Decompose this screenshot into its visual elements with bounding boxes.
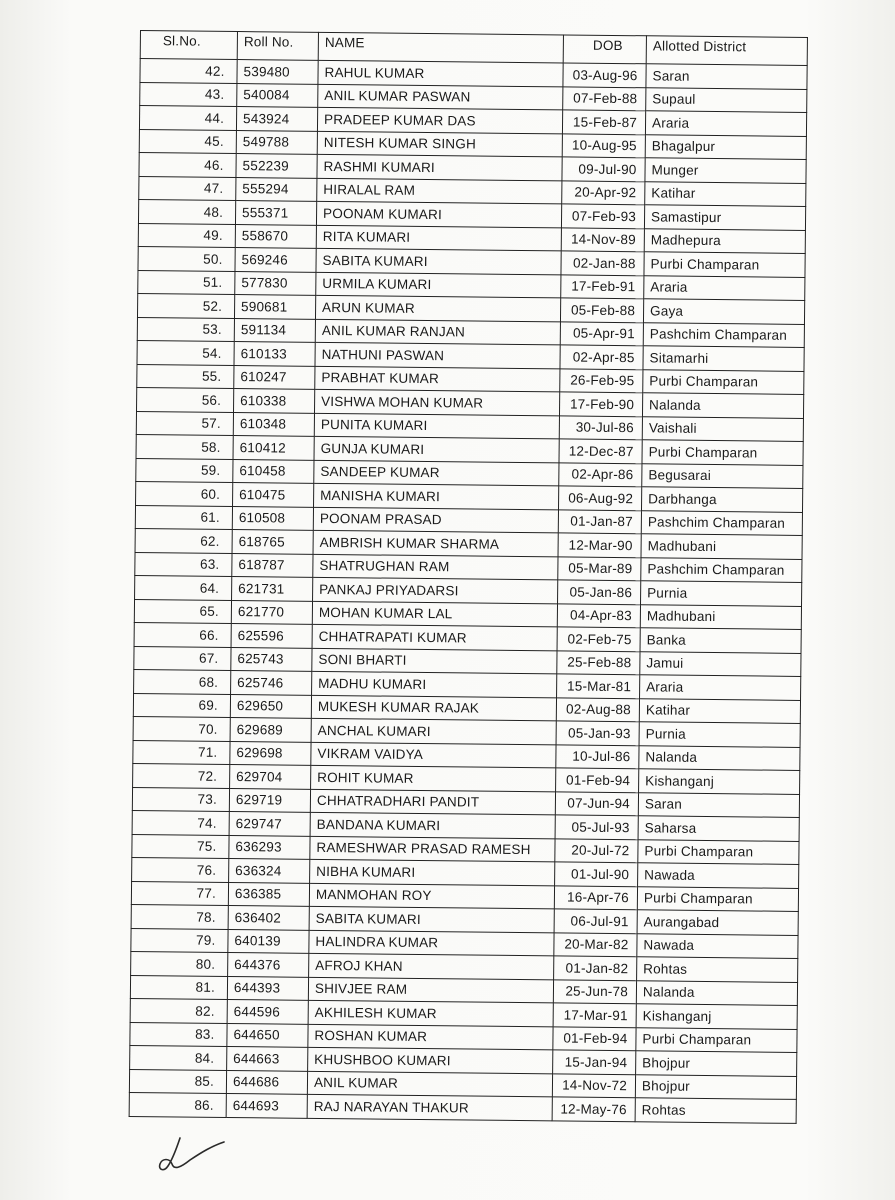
cell-district: Nawada <box>638 863 799 888</box>
cell-name: ANCHAL KUMARI <box>311 718 556 744</box>
cell-sl-no: 54. <box>137 340 234 365</box>
cell-district: Rohtas <box>637 957 798 982</box>
cell-roll-no: 629747 <box>229 811 310 835</box>
cell-name: MOHAN KUMAR LAL <box>312 601 557 627</box>
cell-sl-no: 47. <box>139 176 236 201</box>
cell-district: Purnia <box>639 722 800 747</box>
cell-district: Saran <box>646 64 807 89</box>
cell-name: URMILA KUMARI <box>316 272 561 298</box>
cell-sl-no: 80. <box>131 951 228 976</box>
cell-dob: 20-Jul-72 <box>555 838 638 862</box>
cell-sl-no: 65. <box>134 599 231 624</box>
cell-roll-no: 610508 <box>232 506 313 530</box>
cell-roll-no: 621770 <box>231 600 312 624</box>
cell-roll-no: 610247 <box>234 365 315 389</box>
cell-district: Katihar <box>645 181 806 206</box>
cell-name: CHHATRADHARI PANDIT <box>310 789 555 815</box>
cell-dob: 10-Jul-86 <box>556 744 639 768</box>
cell-name: MUKESH KUMAR RAJAK <box>311 695 556 721</box>
cell-district: Purbi Champaran <box>642 440 803 465</box>
cell-dob: 05-Apr-91 <box>560 321 643 345</box>
cell-name: ANIL KUMAR PASWAN <box>318 84 563 110</box>
cell-dob: 15-Mar-81 <box>557 674 640 698</box>
cell-sl-no: 79. <box>131 928 228 953</box>
cell-roll-no: 644596 <box>227 999 308 1023</box>
cell-roll-no: 629650 <box>230 694 311 718</box>
cell-name: KHUSHBOO KUMARI <box>308 1047 553 1073</box>
cell-dob: 05-Jul-93 <box>555 815 638 839</box>
cell-district: Purbi Champaran <box>637 886 798 911</box>
cell-name: PRABHAT KUMAR <box>315 366 560 392</box>
cell-dob: 14-Nov-89 <box>561 227 644 251</box>
cell-roll-no: 644686 <box>226 1070 307 1094</box>
header-sl-no: Sl.No. <box>140 31 237 60</box>
cell-dob: 04-Apr-83 <box>557 603 640 627</box>
cell-dob: 30-Jul-86 <box>559 415 642 439</box>
cell-name: VISHWA MOHAN KUMAR <box>315 389 560 415</box>
cell-district: Munger <box>645 158 806 183</box>
cell-sl-no: 77. <box>131 881 228 906</box>
cell-district: Nalanda <box>636 980 797 1005</box>
cell-dob: 02-Jan-88 <box>561 251 644 275</box>
cell-sl-no: 56. <box>137 387 234 412</box>
cell-name: RAMESHWAR PRASAD RAMESH <box>310 836 555 862</box>
cell-name: AFROJ KHAN <box>309 953 554 979</box>
cell-name: NITESH KUMAR SINGH <box>317 131 562 157</box>
cell-roll-no: 625746 <box>231 670 312 694</box>
cell-roll-no: 644693 <box>226 1093 307 1117</box>
cell-roll-no: 610475 <box>233 482 314 506</box>
cell-district: Madhepura <box>644 228 805 253</box>
cell-sl-no: 66. <box>134 622 231 647</box>
cell-dob: 12-Mar-90 <box>558 533 641 557</box>
cell-sl-no: 76. <box>132 857 229 882</box>
cell-district: Kishanganj <box>636 1004 797 1029</box>
cell-dob: 26-Feb-95 <box>560 368 643 392</box>
cell-roll-no: 629719 <box>229 788 310 812</box>
cell-roll-no: 552239 <box>236 154 317 178</box>
cell-sl-no: 64. <box>135 575 232 600</box>
cell-sl-no: 68. <box>134 669 231 694</box>
cell-roll-no: 644650 <box>227 1023 308 1047</box>
cell-roll-no: 555294 <box>236 177 317 201</box>
cell-dob: 07-Feb-93 <box>561 204 644 228</box>
cell-dob: 01-Jan-82 <box>554 956 637 980</box>
cell-name: RASHMI KUMARI <box>317 154 562 180</box>
cell-name: RAJ NARAYAN THAKUR <box>307 1094 552 1120</box>
cell-district: Gaya <box>643 299 804 324</box>
cell-sl-no: 58. <box>136 434 233 459</box>
cell-name: SHATRUGHAN RAM <box>313 554 558 580</box>
cell-sl-no: 75. <box>132 834 229 859</box>
cell-dob: 03-Aug-96 <box>563 63 646 87</box>
cell-sl-no: 82. <box>130 998 227 1023</box>
cell-roll-no: 549788 <box>236 130 317 154</box>
cell-roll-no: 610133 <box>234 342 315 366</box>
cell-district: Bhojpur <box>636 1051 797 1076</box>
cell-roll-no: 636324 <box>229 858 310 882</box>
cell-roll-no: 543924 <box>236 107 317 131</box>
cell-dob: 12-May-76 <box>552 1097 635 1121</box>
cell-roll-no: 629698 <box>230 741 311 765</box>
cell-name: PANKAJ PRIYADARSI <box>313 577 558 603</box>
cell-roll-no: 540084 <box>237 83 318 107</box>
cell-roll-no: 610348 <box>233 412 314 436</box>
cell-district: Purbi Champaran <box>636 1027 797 1052</box>
cell-sl-no: 53. <box>137 317 234 342</box>
cell-district: Madhubani <box>641 534 802 559</box>
cell-name: SONI BHARTI <box>312 648 557 674</box>
cell-name: HALINDRA KUMAR <box>309 930 554 956</box>
cell-district: Supaul <box>646 87 807 112</box>
cell-district: Pashchim Champaran <box>641 510 802 535</box>
cell-sl-no: 51. <box>138 270 235 295</box>
header-district: Allotted District <box>646 36 807 66</box>
cell-district: Darbhanga <box>641 487 802 512</box>
header-dob: DOB <box>563 35 646 64</box>
cell-name: ROSHAN KUMAR <box>308 1024 553 1050</box>
allotment-table <box>129 30 808 1123</box>
cell-roll-no: 610412 <box>233 435 314 459</box>
cell-dob: 01-Feb-94 <box>553 1026 636 1050</box>
cell-roll-no: 625596 <box>231 623 312 647</box>
cell-district: Samastipur <box>644 205 805 230</box>
cell-name: RITA KUMARI <box>316 225 561 251</box>
cell-roll-no: 610338 <box>234 389 315 413</box>
cell-sl-no: 50. <box>138 246 235 271</box>
cell-name: MADHU KUMARI <box>312 671 557 697</box>
cell-district: Nalanda <box>639 745 800 770</box>
cell-dob: 05-Mar-89 <box>558 556 641 580</box>
cell-district: Purnia <box>641 581 802 606</box>
cell-name: ARUN KUMAR <box>315 295 560 321</box>
cell-name: VIKRAM VAIDYA <box>311 742 556 768</box>
cell-district: Pashchim Champaran <box>641 557 802 582</box>
cell-sl-no: 61. <box>135 505 232 530</box>
cell-roll-no: 629704 <box>230 764 311 788</box>
cell-dob: 17-Mar-91 <box>553 1003 636 1027</box>
cell-dob: 02-Feb-75 <box>557 627 640 651</box>
cell-sl-no: 81. <box>130 975 227 1000</box>
cell-name: SABITA KUMARI <box>309 906 554 932</box>
cell-sl-no: 84. <box>130 1045 227 1070</box>
cell-dob: 06-Jul-91 <box>554 909 637 933</box>
cell-dob: 06-Aug-92 <box>559 486 642 510</box>
cell-dob: 20-Apr-92 <box>562 180 645 204</box>
cell-sl-no: 62. <box>135 528 232 553</box>
cell-roll-no: 625743 <box>231 647 312 671</box>
cell-sl-no: 49. <box>138 223 235 248</box>
cell-dob: 01-Feb-94 <box>556 768 639 792</box>
cell-district: Nalanda <box>642 393 803 418</box>
cell-dob: 07-Feb-88 <box>563 86 646 110</box>
cell-district: Begusarai <box>642 463 803 488</box>
cell-district: Jamui <box>640 651 801 676</box>
cell-dob: 17-Feb-90 <box>559 392 642 416</box>
cell-dob: 05-Jan-86 <box>558 580 641 604</box>
cell-name: HIRALAL RAM <box>317 178 562 204</box>
cell-name: PUNITA KUMARI <box>314 413 559 439</box>
cell-sl-no: 70. <box>133 716 230 741</box>
cell-district: Sitamarhi <box>643 346 804 371</box>
cell-name: RAHUL KUMAR <box>318 60 563 86</box>
cell-dob: 25-Feb-88 <box>557 650 640 674</box>
cell-district: Purbi Champaran <box>644 252 805 277</box>
table-body <box>129 59 807 1123</box>
cell-name: AKHILESH KUMAR <box>308 1000 553 1026</box>
cell-sl-no: 63. <box>135 552 232 577</box>
cell-dob: 01-Jan-87 <box>558 509 641 533</box>
cell-dob: 14-Nov-72 <box>552 1073 635 1097</box>
cell-district: Araria <box>644 275 805 300</box>
cell-roll-no: 558670 <box>235 224 316 248</box>
cell-dob: 20-Mar-82 <box>554 932 637 956</box>
cell-district: Purbi Champaran <box>643 369 804 394</box>
cell-name: ANIL KUMAR <box>307 1071 552 1097</box>
cell-sl-no: 42. <box>140 59 237 84</box>
header-name: NAME <box>318 32 563 63</box>
cell-name: ROHIT KUMAR <box>311 765 556 791</box>
cell-name: PRADEEP KUMAR DAS <box>317 107 562 133</box>
cell-roll-no: 555371 <box>235 201 316 225</box>
cell-roll-no: 644663 <box>227 1046 308 1070</box>
cell-roll-no: 644393 <box>227 976 308 1000</box>
cell-name: SABITA KUMARI <box>316 248 561 274</box>
allotment-list-sheet <box>129 30 788 1123</box>
cell-roll-no: 610458 <box>233 459 314 483</box>
cell-roll-no: 577830 <box>235 271 316 295</box>
cell-sl-no: 55. <box>137 364 234 389</box>
cell-dob: 10-Aug-95 <box>562 133 645 157</box>
cell-district: Katihar <box>639 698 800 723</box>
cell-district: Madhubani <box>640 604 801 629</box>
cell-roll-no: 644376 <box>228 952 309 976</box>
cell-district: Purbi Champaran <box>638 839 799 864</box>
cell-roll-no: 618765 <box>232 529 313 553</box>
cell-district: Saran <box>638 792 799 817</box>
cell-roll-no: 569246 <box>235 248 316 272</box>
cell-sl-no: 45. <box>139 129 236 154</box>
cell-name: POONAM KUMARI <box>316 201 561 227</box>
cell-district: Nawada <box>637 933 798 958</box>
cell-dob: 02-Apr-85 <box>560 345 643 369</box>
cell-dob: 17-Feb-91 <box>561 274 644 298</box>
cell-name: GUNJA KUMARI <box>314 436 559 462</box>
signature-mark <box>150 1130 230 1180</box>
cell-sl-no: 69. <box>133 693 230 718</box>
cell-dob: 12-Dec-87 <box>559 439 642 463</box>
cell-district: Rohtas <box>635 1098 796 1123</box>
cell-district: Bhagalpur <box>645 134 806 159</box>
cell-sl-no: 48. <box>138 199 235 224</box>
cell-district: Kishanganj <box>639 769 800 794</box>
cell-name: NATHUNI PASWAN <box>315 342 560 368</box>
cell-name: ANIL KUMAR RANJAN <box>315 319 560 345</box>
cell-dob: 01-Jul-90 <box>555 862 638 886</box>
cell-roll-no: 636293 <box>229 835 310 859</box>
cell-sl-no: 85. <box>129 1069 226 1094</box>
cell-district: Araria <box>640 675 801 700</box>
cell-roll-no: 539480 <box>237 60 318 84</box>
cell-name: CHHATRAPATI KUMAR <box>312 624 557 650</box>
cell-dob: 05-Jan-93 <box>556 721 639 745</box>
cell-sl-no: 78. <box>131 904 228 929</box>
cell-dob: 15-Feb-87 <box>562 110 645 134</box>
cell-sl-no: 43. <box>140 82 237 107</box>
cell-sl-no: 44. <box>139 106 236 131</box>
cell-dob: 05-Feb-88 <box>560 298 643 322</box>
cell-name: BANDANA KUMARI <box>310 812 555 838</box>
cell-sl-no: 46. <box>139 152 236 177</box>
cell-sl-no: 72. <box>133 763 230 788</box>
cell-roll-no: 591134 <box>234 318 315 342</box>
cell-district: Aurangabad <box>637 910 798 935</box>
cell-roll-no: 636385 <box>228 882 309 906</box>
cell-district: Vaishali <box>642 416 803 441</box>
cell-sl-no: 83. <box>130 1022 227 1047</box>
cell-sl-no: 67. <box>134 646 231 671</box>
cell-name: AMBRISH KUMAR SHARMA <box>313 530 558 556</box>
cell-district: Banka <box>640 628 801 653</box>
cell-sl-no: 57. <box>136 411 233 436</box>
cell-sl-no: 86. <box>129 1092 226 1117</box>
cell-district: Bhojpur <box>635 1074 796 1099</box>
header-roll-no: Roll No. <box>237 32 318 61</box>
cell-dob: 16-Apr-76 <box>554 885 637 909</box>
cell-roll-no: 640139 <box>228 929 309 953</box>
cell-dob: 02-Aug-88 <box>556 697 639 721</box>
cell-name: SANDEEP KUMAR <box>314 460 559 486</box>
cell-district: Pashchim Champaran <box>643 322 804 347</box>
cell-roll-no: 618787 <box>232 553 313 577</box>
cell-sl-no: 60. <box>136 481 233 506</box>
cell-sl-no: 71. <box>133 740 230 765</box>
cell-sl-no: 52. <box>137 293 234 318</box>
cell-district: Saharsa <box>638 816 799 841</box>
cell-sl-no: 74. <box>132 810 229 835</box>
cell-name: MANMOHAN ROY <box>309 883 554 909</box>
cell-roll-no: 629689 <box>230 717 311 741</box>
cell-dob: 09-Jul-90 <box>562 157 645 181</box>
cell-dob: 15-Jan-94 <box>553 1050 636 1074</box>
cell-name: NIBHA KUMARI <box>310 859 555 885</box>
cell-name: POONAM PRASAD <box>313 507 558 533</box>
cell-dob: 25-Jun-78 <box>553 979 636 1003</box>
cell-sl-no: 59. <box>136 458 233 483</box>
cell-name: SHIVJEE RAM <box>308 977 553 1003</box>
cell-dob: 02-Apr-86 <box>559 462 642 486</box>
cell-roll-no: 636402 <box>228 905 309 929</box>
cell-name: MANISHA KUMARI <box>314 483 559 509</box>
cell-district: Araria <box>645 111 806 136</box>
cell-roll-no: 621731 <box>232 576 313 600</box>
cell-dob: 07-Jun-94 <box>555 791 638 815</box>
cell-roll-no: 590681 <box>234 295 315 319</box>
cell-sl-no: 73. <box>132 787 229 812</box>
